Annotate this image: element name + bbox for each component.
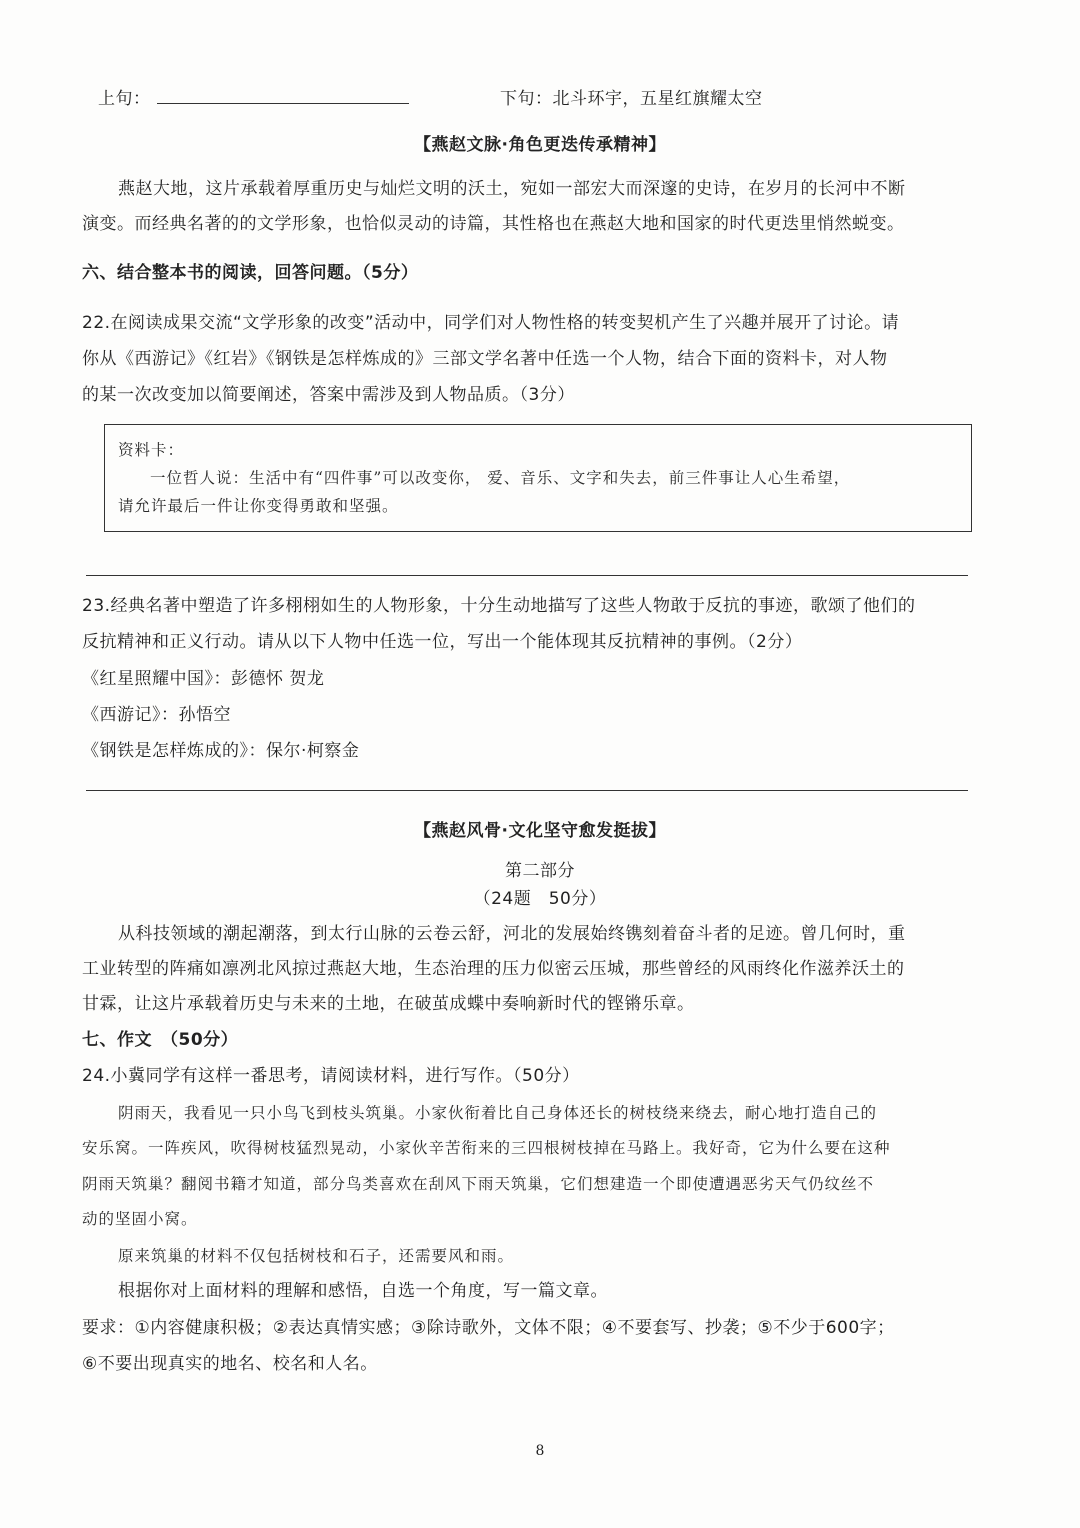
card-title: 资料卡：: [118, 441, 185, 459]
upper-label-text: 上句：: [98, 89, 151, 109]
part6-title: 六、结合整本书的阅读，回答问题。（5分）: [82, 263, 419, 283]
upper-line-label: [98, 88, 409, 110]
section2-intro-line1: 从科技领域的潮起潮落，到太行山脉的云卷云舒，河北的发展始终镌刻着奋斗者的足迹。曾几何时，重: [118, 924, 906, 944]
section1-intro-line2: 演变。而经典名著的的文学形象，也恰似灵动的诗篇，其性格也在燕赵大地和国家的时代更迭里悄然蜕变。: [82, 214, 905, 234]
q22-line2: 你从《西游记》《红岩》《钢铁是怎样炼成的》三部文学名著中任选一个人物，结合下面的资料卡，对人物: [82, 349, 888, 369]
part7-title: 七、作文 （50分）: [82, 1030, 239, 1050]
section1-intro-line1: 燕赵大地，这片承载着厚重历史与灿烂文明的沃土，宛如一部宏大而深邃的史诗，在岁月的长河中不断: [118, 179, 906, 199]
q22-line1: 22.在阅读成果交流“文学形象的改变”活动中，同学们对人物性格的转变契机产生了兴趣并展开了讨论。请: [82, 313, 900, 333]
q23-option-1: 《红星照耀中国》：彭德怀 贺龙: [82, 669, 325, 689]
section-heading-2: 【燕赵风骨·文化坚守愈发挺拔】: [414, 821, 666, 841]
q23-line1: 23.经典名著中塑造了许多栩栩如生的人物形象，十分生动地描写了这些人物敢于反抗的事迹，歌颂了他们的: [82, 596, 916, 616]
card-line1: 一位哲人说：生活中有“四件事”可以改变你， 爱、音乐、文字和失去，前三件事让人心生希望，: [150, 469, 851, 487]
answer-line-q23[interactable]: [86, 790, 968, 791]
q22-line3: 的某一次改变加以简要阐述，答案中需涉及到人物品质。（3分）: [82, 385, 575, 405]
writing-instruction: 根据你对上面材料的理解和感悟，自选一个角度，写一篇文章。: [118, 1281, 608, 1301]
material-line3: 阴雨天筑巢？翻阅书籍才知道，部分鸟类喜欢在刮风下雨天筑巢，它们想建造一个即使遭遇恶劣天气仍纹丝不: [82, 1175, 875, 1193]
q23-option-2: 《西游记》：孙悟空: [82, 705, 231, 725]
q24-prompt: 24.小冀同学有这样一番思考，请阅读材料，进行写作。（50分）: [82, 1066, 580, 1086]
card-line2: 请允许最后一件让你变得勇敢和坚强。: [118, 497, 399, 515]
material-line4: 动的坚固小窝。: [82, 1210, 198, 1228]
page-number: 8: [535, 1443, 545, 1459]
part-title: 第二部分: [505, 861, 575, 881]
material-line1: 阴雨天，我看见一只小鸟飞到枝头筑巢。小家伙衔着比自己身体还长的树枝绕来绕去，耐心地打造自己的: [118, 1104, 878, 1122]
requirements-line1: 要求：①内容健康积极；②表达真情实感；③除诗歌外，文体不限；④不要套写、抄袭；⑤不少于600字；: [82, 1318, 895, 1338]
section2-intro-line3: 甘霖，让这片承载着历史与未来的土地，在破茧成蝶中奏响新时代的铿锵乐章。: [82, 994, 695, 1014]
material-line5: 原来筑巢的材料不仅包括树枝和石子，还需要风和雨。: [118, 1247, 515, 1265]
answer-line-q22[interactable]: [86, 575, 968, 576]
part-subtitle: （24题 50分）: [473, 889, 607, 909]
answer-blank[interactable]: [157, 89, 409, 104]
lower-line: 下句：北斗环宇，五星红旗耀太空: [500, 89, 763, 109]
section2-intro-line2: 工业转型的阵痛如凛冽北风掠过燕赵大地，生态治理的压力似密云压城，那些曾经的风雨终化作滋养沃土的: [82, 959, 905, 979]
requirements-line2: ⑥不要出现真实的地名、校名和人名。: [82, 1354, 378, 1374]
q23-line2: 反抗精神和正义行动。请从以下人物中任选一位，写出一个能体现其反抗精神的事例。（2分）: [82, 632, 803, 652]
material-line2: 安乐窝。一阵疾风，吹得树枝猛烈晃动，小家伙辛苦衔来的三四根树枝掉在马路上。我好奇，它为什么要在这种: [82, 1139, 891, 1157]
q23-option-3: 《钢铁是怎样炼成的》：保尔·柯察金: [82, 741, 360, 761]
section-heading-1: 【燕赵文脉·角色更迭传承精神】: [414, 135, 666, 155]
